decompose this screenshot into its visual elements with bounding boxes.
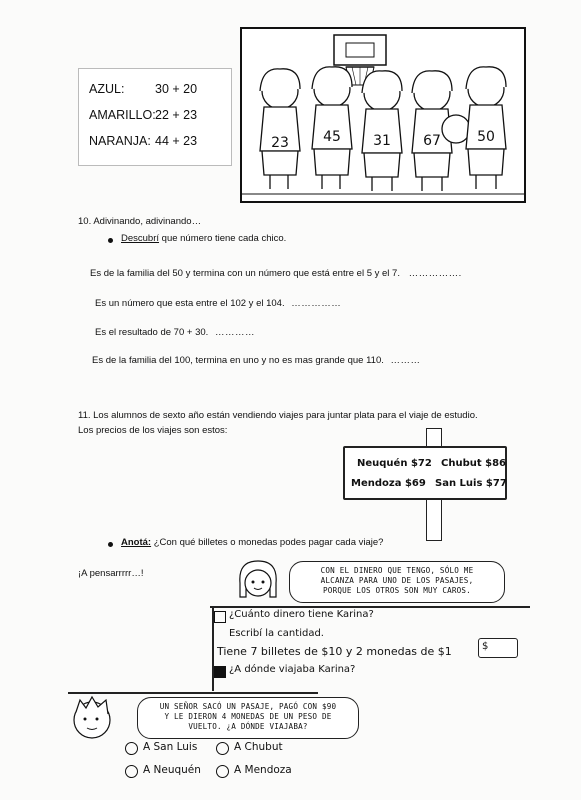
jersey-number: 45 <box>323 129 341 145</box>
color-sums-box <box>78 68 232 166</box>
bubble-line: UN SEÑOR SACÓ UN PASAJE, PAGÓ CON $90 <box>159 702 337 711</box>
bubble-line: CON EL DINERO QUE TENGO, SÓLO ME <box>320 566 474 575</box>
trip-price-sign <box>343 446 507 500</box>
sign-entry: San Luis $77 <box>435 478 507 489</box>
karina-q2: Escribí la cantidad. <box>229 628 324 639</box>
q11-anota <box>121 537 383 548</box>
radio-circle-icon[interactable] <box>125 765 138 778</box>
q10-title: 10. Adivinando, adivinando… <box>78 216 202 227</box>
q10-clue <box>90 268 462 279</box>
signpost-pole <box>426 496 442 541</box>
money-answer-box[interactable] <box>478 638 518 658</box>
sign-entry: Mendoza $69 <box>351 478 426 489</box>
instruction-rest: que número tiene cada chico. <box>159 233 287 244</box>
option-label: A Chubut <box>234 741 283 753</box>
radio-circle-icon[interactable] <box>125 742 138 755</box>
q10-clue <box>92 355 421 366</box>
clue-text: Es el resultado de 70 + 30. <box>95 327 209 338</box>
option-label: A San Luis <box>143 741 198 753</box>
karina-q4: ¿A dónde viajaba Karina? <box>229 664 356 675</box>
karina-q1: ¿Cuánto dinero tiene Karina? <box>229 609 374 620</box>
sum-value: 30 + 20 <box>155 82 198 96</box>
karina-girl-icon <box>236 557 280 605</box>
bubble-line: Y LE DIERON 4 MONEDAS DE UN PESO DE <box>164 712 332 721</box>
option-label: A Mendoza <box>234 764 292 776</box>
radio-circle-icon[interactable] <box>216 742 229 755</box>
checkbox-icon <box>214 611 226 623</box>
sum-value: 22 + 23 <box>155 108 198 122</box>
q10-clue <box>95 298 341 309</box>
karina-box-border <box>210 606 530 608</box>
anota-rest: ¿Con qué billetes o monedas podes pagar cada viaje? <box>151 537 384 548</box>
clue-text: Es de la familia del 100, termina en uno y no es mas grande que 110. <box>92 355 384 366</box>
instruction-verb: Descubrí <box>121 233 160 244</box>
answer-blank: ………… <box>214 327 255 338</box>
bullet-icon <box>108 542 113 547</box>
sign-entry: Neuquén $72 <box>357 458 432 469</box>
basketball-kids-illustration <box>240 27 526 203</box>
bubble-line: VUELTO. ¿A DÓNDE VIAJABA? <box>188 722 308 731</box>
q11-line1: 11. Los alumnos de sexto año están vendiendo viajes para juntar plata para el viaje de estudio. <box>78 410 478 421</box>
jersey-number: 50 <box>477 129 495 145</box>
sign-entry: Chubut $86 <box>441 458 506 469</box>
senor-speech-bubble <box>137 697 359 739</box>
jersey-number: 31 <box>373 133 391 149</box>
jersey-number: 67 <box>423 133 441 149</box>
clue-text: Es de la familia del 50 y termina con un número que está entre el 5 y el 7. <box>90 268 400 279</box>
jersey-number: 23 <box>271 135 289 151</box>
q11-line2: Los precios de los viajes son estos: <box>78 425 228 436</box>
answer-blank: ……… <box>390 355 421 366</box>
karina-speech-bubble <box>289 561 505 603</box>
bullet-icon <box>108 238 113 243</box>
bubble-line: PORQUE LOS OTROS SON MUY CAROS. <box>323 586 471 595</box>
radio-circle-icon[interactable] <box>216 765 229 778</box>
q10-clue <box>95 327 255 338</box>
sum-label: AMARILLO: <box>89 108 156 122</box>
boy-face-icon <box>66 692 118 744</box>
anota-verb: Anotá: <box>121 537 152 548</box>
q10-instruction <box>121 233 286 244</box>
clue-text: Es un número que esta entre el 102 y el 104. <box>95 298 285 309</box>
pensar-text: ¡A pensarrrrr…! <box>78 568 144 579</box>
dollar-sign: $ <box>482 641 489 652</box>
answer-blank: …………… <box>291 298 342 309</box>
sum-value: 44 + 23 <box>155 134 198 148</box>
kids-drawing <box>242 29 524 201</box>
option-label: A Neuquén <box>143 764 201 776</box>
bubble-line: ALCANZA PARA UNO DE LOS PASAJES, <box>320 576 474 585</box>
sum-label: NARANJA: <box>89 134 151 148</box>
checkbox-icon <box>214 666 226 678</box>
answer-blank: ……………. <box>408 268 462 279</box>
sum-label: AZUL: <box>89 82 125 96</box>
karina-answer: Tiene 7 billetes de $10 y 2 monedas de $1 <box>217 645 452 658</box>
